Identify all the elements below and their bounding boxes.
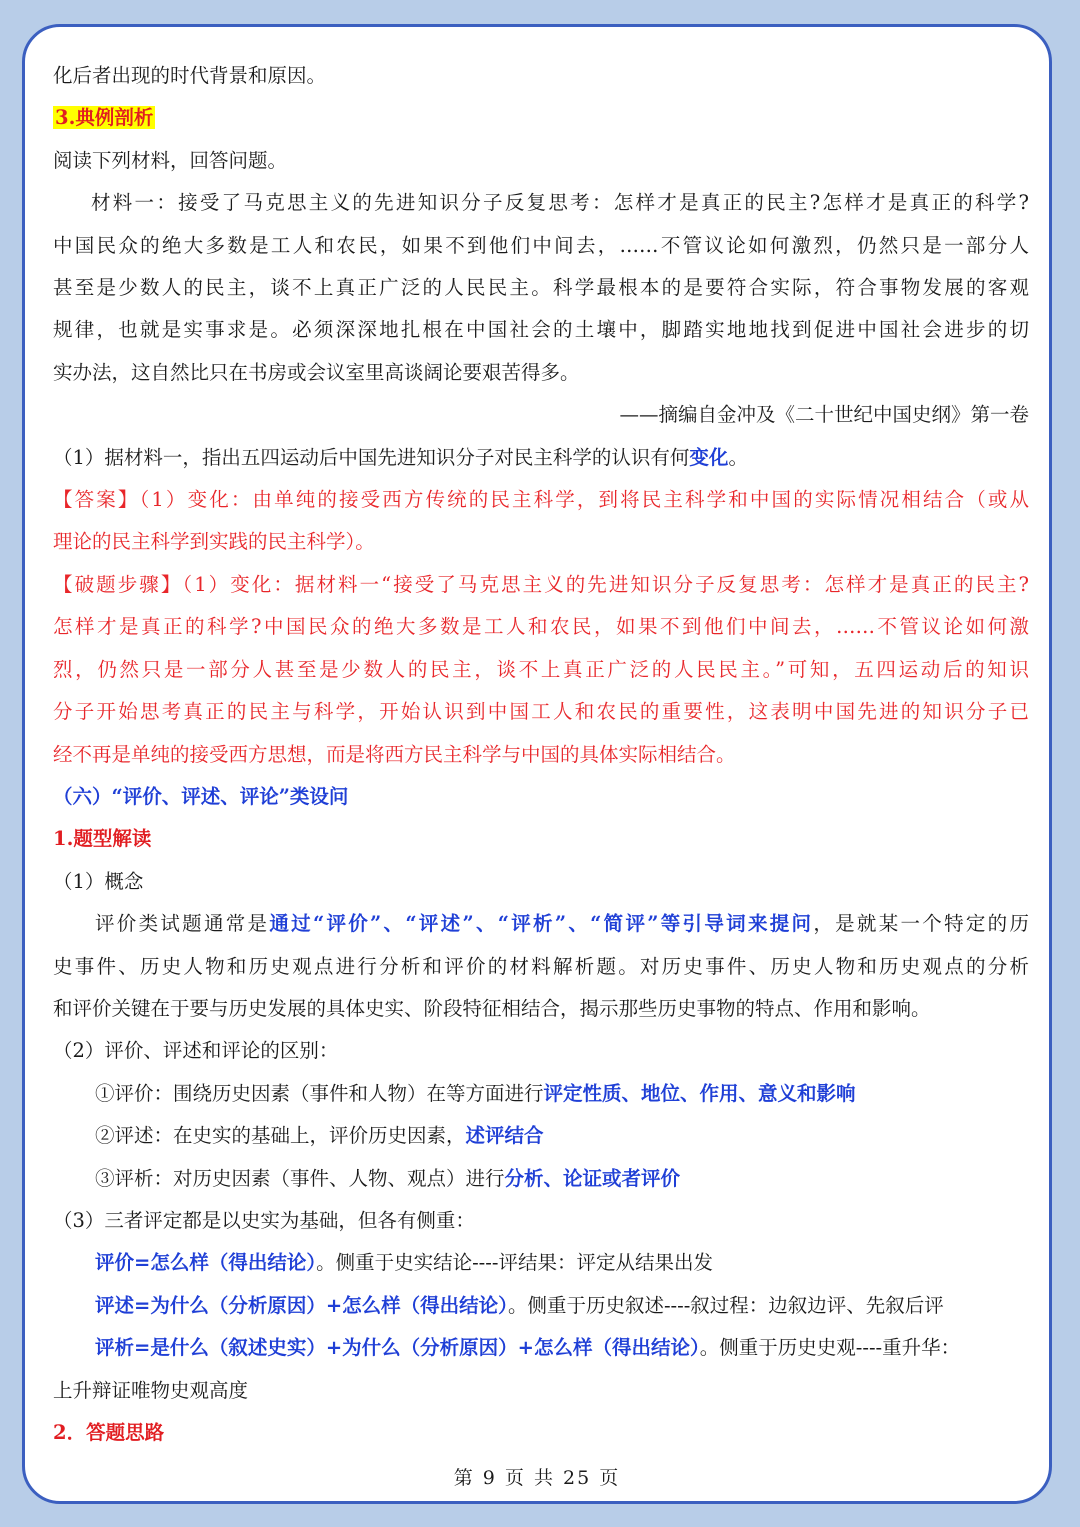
formula-item: 评述=为什么（分析原因）+怎么样（得出结论）。侧重于历史叙述----叙过程：边叙边评、先叙后评	[95, 1293, 944, 1317]
material-line: 材料一：接受了马克思主义的先进知识分子反复思考：怎样才是真正的民主?怎样才是真正的科学?	[91, 191, 1029, 215]
subheading-question-type: 1.题型解读	[53, 827, 152, 851]
solution-step-line: 怎样才是真正的科学?中国民众的绝大多数是工人和农民，如果不到他们中间去，……不管议论如何激	[53, 615, 1029, 639]
text-line: 化后者出现的时代背景和原因。	[53, 64, 327, 87]
document-page	[22, 24, 1052, 1504]
formula-item: 评价=怎么样（得出结论）。侧重于史实结论----评结果：评定从结果出发	[95, 1251, 713, 1275]
paragraph-line: 和评价关键在于要与历史发展的具体史实、阶段特征相结合，揭示那些历史事物的特点、作用和影响。	[53, 996, 931, 1020]
material-line: 甚至是少数人的民主，谈不上真正广泛的人民民主。科学最根本的是要符合实际，符合事物发展的客观	[53, 276, 1029, 300]
section-heading-example	[53, 97, 1029, 139]
instruction: 阅读下列材料，回答问题。	[53, 148, 288, 172]
solution-step-line: 分子开始思考真正的民主与科学，开始认识到中国工人和农民的重要性，这表明中国先进的知识分子已	[53, 700, 1029, 724]
page-content	[53, 55, 1029, 1454]
material-line: 中国民众的绝大多数是工人和农民，如果不到他们中间去，……不管议论如何激烈，仍然只是一部分人	[53, 233, 1029, 257]
subheading-answer-approach: 2．答题思路	[53, 1421, 165, 1444]
formula-continuation: 上升辩证唯物史观高度	[53, 1378, 249, 1402]
concept-label: （1）概念	[53, 869, 144, 893]
formula-item: 评析=是什么（叙述史实）+为什么（分析原因）+怎么样（得出结论）。侧重于历史史观----重升华：	[95, 1336, 961, 1360]
emphasis-label: （3）三者评定都是以史实为基础，但各有侧重：	[53, 1208, 475, 1232]
paragraph-line: 评价类试题通常是通过“评价”、“评述”、“评析”、“简评”等引导词来提问，是就某一个特定的历	[95, 912, 1029, 936]
answer-line: 理论的民主科学到实践的民主科学）。	[53, 530, 375, 554]
paragraph-line: 史事件、历史人物和历史观点进行分析和评价的材料解析题。对历史事件、历史人物和历史观点的分析	[53, 954, 1029, 978]
answer-line: 【答案】（1）变化：由单纯的接受西方传统的民主科学，到将民主科学和中国的实际情况相结合（或从	[53, 488, 1029, 512]
material-line: 规律，也就是实事求是。必须深深地扎根在中国社会的土壤中，脚踏实地地找到促进中国社会进步的切	[53, 318, 1029, 342]
material-line: 实办法，这自然比只在书房或会议室里高谈阔论要艰苦得多。	[53, 360, 580, 384]
highlighted-heading: 3.典例剖析	[55, 106, 154, 130]
question-1: （1）据材料一，指出五四运动后中国先进知识分子对民主科学的认识有何变化。	[53, 445, 748, 469]
solution-step-line: 烈，仍然只是一部分人甚至是少数人的民主，谈不上真正广泛的人民民主。”可知，五四运动后的知识	[53, 657, 1029, 681]
page-number-footer: 第 9 页 共 25 页	[453, 1467, 621, 1489]
solution-step-line: 【破题步骤】（1）变化：据材料一“接受了马克思主义的先进知识分子反复思考：怎样才是真正的民主?	[53, 572, 1029, 596]
difference-label: （2）评价、评述和评论的区别：	[53, 1039, 339, 1063]
difference-item: ③评析：对历史因素（事件、人物、观点）进行分析、论证或者评价	[95, 1166, 681, 1190]
difference-item: ①评价：围绕历史因素（事件和人物）在等方面进行评定性质、地位、作用、意义和影响	[95, 1081, 856, 1105]
material-source: ——摘编自金冲及《二十世纪中国史纲》第一卷	[619, 403, 1029, 427]
section-heading-six: （六）“评价、评述、评论”类设问	[53, 784, 349, 808]
difference-item: ②评述：在史实的基础上，评价历史因素，述评结合	[95, 1124, 544, 1148]
solution-step-line: 经不再是单纯的接受西方思想，而是将西方民主科学与中国的具体实际相结合。	[53, 742, 736, 766]
